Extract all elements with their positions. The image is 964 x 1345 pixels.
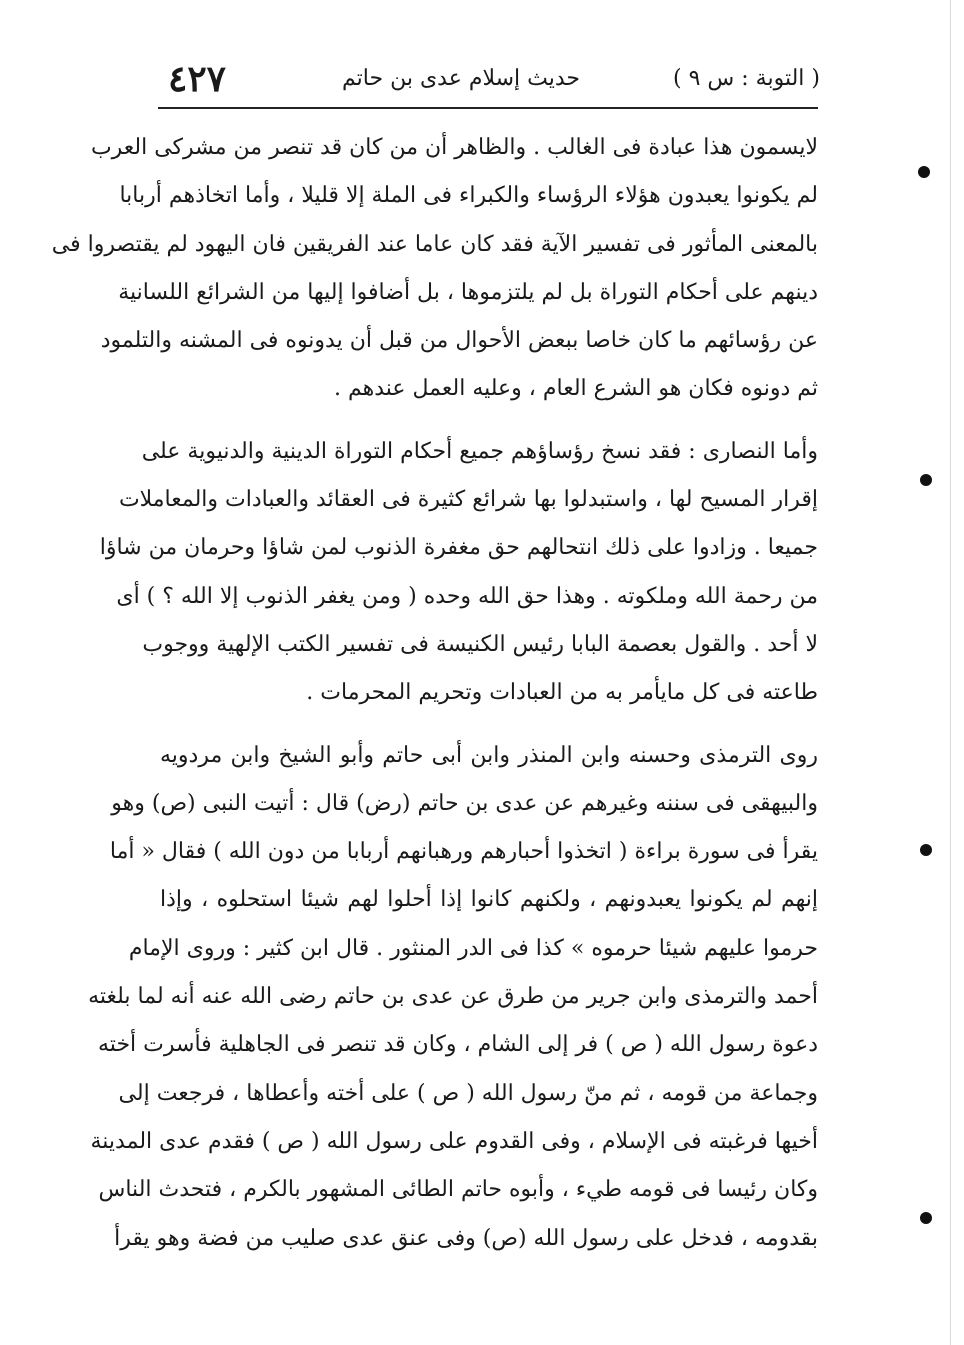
text-line: وأما النصارى : فقد نسخ رؤساؤهم جميع أحكام التوراة الدينية والدنيوية على <box>141 438 818 464</box>
text-line: حرموا عليهم شيئا حرموه » كذا فى الدر المنثور . قال ابن كثير : وروى الإمام <box>128 935 818 961</box>
header-divider <box>158 107 818 109</box>
binding-hole-mark <box>920 474 932 486</box>
text-line: أخيها فرغبته فى الإسلام ، وفى القدوم على رسول الله ( ص ) فقدم عدى المدينة <box>90 1128 818 1154</box>
text-line: دعوة رسول الله ( ص ) فر إلى الشام ، وكان قد تنصر فى الجاهلية فأسرت أخته <box>98 1032 818 1058</box>
text-line: بالمعنى المأثور فى تفسير الآية فقد كان عاما عند الفريقين فان اليهود لم يقتصروا فى <box>51 231 818 257</box>
text-line: لم يكونوا يعبدون هؤلاء الرؤساء والكبراء فى الملة إلا قليلا ، وأما اتخاذهم أربابا <box>119 183 818 209</box>
page-body <box>51 124 818 1263</box>
text-line: يقرأ فى سورة براءة ( اتخذوا أحبارهم ورهبانهم أربابا من دون الله ) فقال « أما <box>109 839 818 865</box>
text-line: أحمد والترمذى وابن جرير من طرق عن عدى بن حاتم رضى الله عنه أنه لما بلغته <box>88 984 818 1010</box>
text-line: وجماعة من قومه ، ثم منّ رسول الله ( ص ) على أخته وأعطاها ، فرجعت إلى <box>118 1080 818 1106</box>
page-header <box>150 58 820 108</box>
paragraph-gap <box>160 718 818 732</box>
binding-hole-mark <box>920 1212 932 1224</box>
text-line: وكان رئيسا فى قومه طيء ، وأبوه حاتم الطائى المشهور بالكرم ، فتحدث الناس <box>98 1177 818 1203</box>
text-line: روى الترمذى وحسنه وابن المنذر وابن أبى حاتم وأبو الشيخ وابن مردويه <box>160 742 818 768</box>
running-title: حديث إسلام عدى بن حاتم <box>342 66 580 91</box>
text-line: عن رؤسائهم ما كان خاصا ببعض الأحوال من قبل أن يدونوه فى المشنه والتلمود <box>100 328 818 354</box>
page-number: ٤٢٧ <box>168 58 227 100</box>
text-line: إقرار المسيح لها ، واستبدلوا بها شرائع كثيرة فى العقائد والعبادات والمعاملات <box>118 487 818 513</box>
text-line: لا أحد . والقول بعصمة البابا رئيس الكنيسة فى تفسير الكتب الإلهية ووجوب <box>142 631 818 657</box>
binding-hole-mark <box>918 166 930 178</box>
text-line: إنهم لم يكونوا يعبدونهم ، ولكنهم كانوا إذا أحلوا لهم شيئا استحلوه ، وإذا <box>160 887 818 913</box>
text-line: ثم دونوه فكان هو الشرع العام ، وعليه العمل عندهم . <box>333 376 818 402</box>
text-line: والبيهقى فى سننه وغيرهم عن عدى بن حاتم (رض) قال : أتيت النبى (ص) وهو <box>111 790 818 816</box>
page-edge <box>950 0 951 1345</box>
text-line: بقدومه ، فدخل على رسول الله (ص) وفى عنق عدى صليب من فضة وهو يقرأ <box>114 1225 818 1251</box>
text-line: من رحمة الله وملكوته . وهذا حق الله وحده ( ومن يغفر الذنوب إلا الله ؟ ) أى <box>116 583 818 609</box>
paragraph-gap <box>160 414 818 428</box>
binding-hole-mark <box>920 844 932 856</box>
text-line: جميعا . وزادوا على ذلك انتحالهم حق مغفرة الذنوب لمن شاؤا وحرمان من شاؤا <box>99 535 818 561</box>
text-line: لايسمون هذا عبادة فى الغالب . والظاهر أن من كان قد تنصر من مشركى العرب <box>90 135 818 160</box>
text-line: طاعته فى كل مايأمر به من العبادات وتحريم المحرمات . <box>306 680 818 706</box>
surah-reference: ( التوبة : س ٩ ) <box>673 66 820 91</box>
text-line: دينهم على أحكام التوراة بل لم يلتزموها ، بل أضافوا إليها من الشرائع اللسانية <box>118 279 818 305</box>
